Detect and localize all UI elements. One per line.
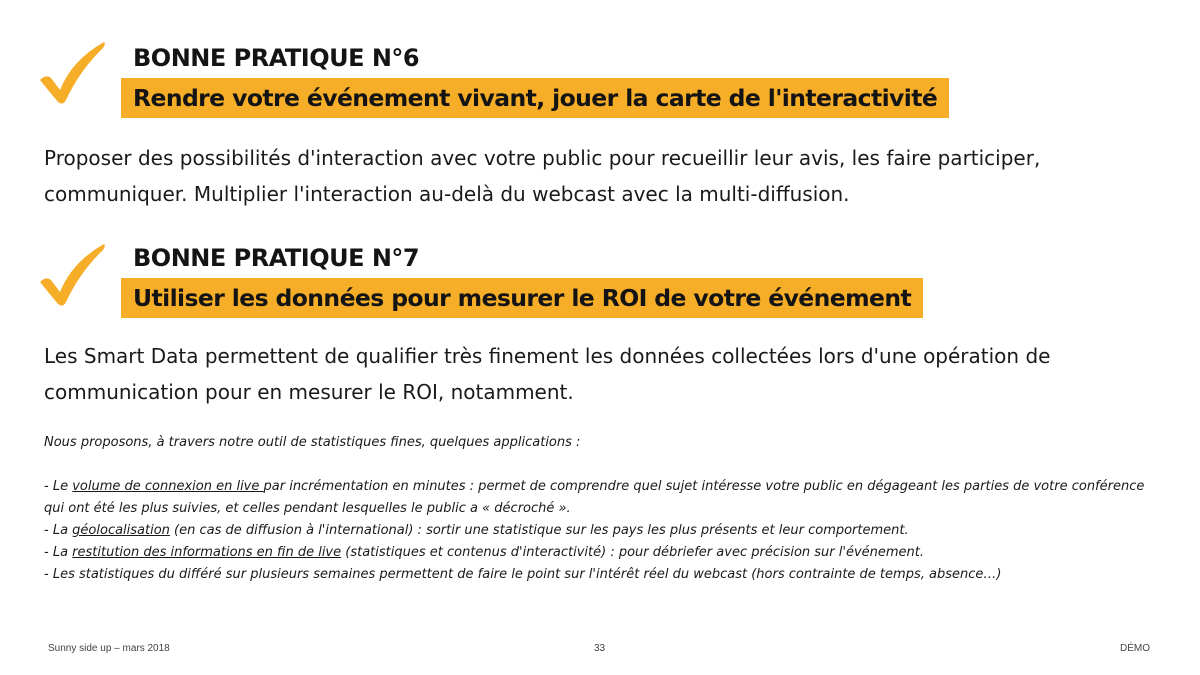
- page-number: 33: [594, 643, 606, 654]
- notes-intro: Nous proposons, à travers notre outil de statistiques fines, quelques applications :: [44, 435, 581, 450]
- list-item: - La restitution des informations en fin de live (statistiques et contenus d'interactivité) : pour débriefer avec précision sur l'événement.: [44, 545, 925, 560]
- checkmark-icon: [36, 40, 108, 106]
- footer-right: DÉMO: [1120, 643, 1150, 654]
- list-item: - Le volume de connexion en live par incrémentation en minutes : permet de comprendre quel sujet intéresse votre public en dégageant les parties de votre conférence qui ont été les plus suivies, et celles pendant lesquelles le public a « décroché ».: [44, 479, 1145, 516]
- practice-7-banner: Utiliser les données pour mesurer le ROI de votre événement: [121, 278, 923, 318]
- notes-section: [44, 432, 1164, 586]
- practice-7-body: Les Smart Data permettent de qualifier très finement les données collectées lors d'une opération de communication pour en mesurer le ROI, notamment.: [44, 344, 1051, 404]
- practice-6-body: Proposer des possibilités d'interaction avec votre public pour recueillir leur avis, les faire participer, communiquer. Multiplier l'interaction au-delà du webcast avec la multi-diffusion.: [44, 146, 1041, 206]
- list-item: - La géolocalisation (en cas de diffusion à l'international) : sortir une statistique sur les pays les plus présents et leur comportement.: [44, 523, 909, 538]
- list-item: - Les statistiques du différé sur plusieurs semaines permettent de faire le point sur l'intérêt réel du webcast (hors contrainte de temps, absence…): [44, 567, 1002, 582]
- footer-left: Sunny side up – mars 2018: [48, 643, 170, 654]
- checkmark-icon: [36, 242, 108, 308]
- practice-6-title: BONNE PRATIQUE N°6: [133, 44, 420, 72]
- notes-link: restitution des informations en fin de live: [72, 545, 342, 560]
- practice-7-title: BONNE PRATIQUE N°7: [133, 244, 420, 272]
- notes-link: volume de connexion en live: [72, 479, 264, 494]
- notes-link: géolocalisation: [72, 523, 170, 538]
- practice-6-banner: Rendre votre événement vivant, jouer la carte de l'interactivité: [121, 78, 949, 118]
